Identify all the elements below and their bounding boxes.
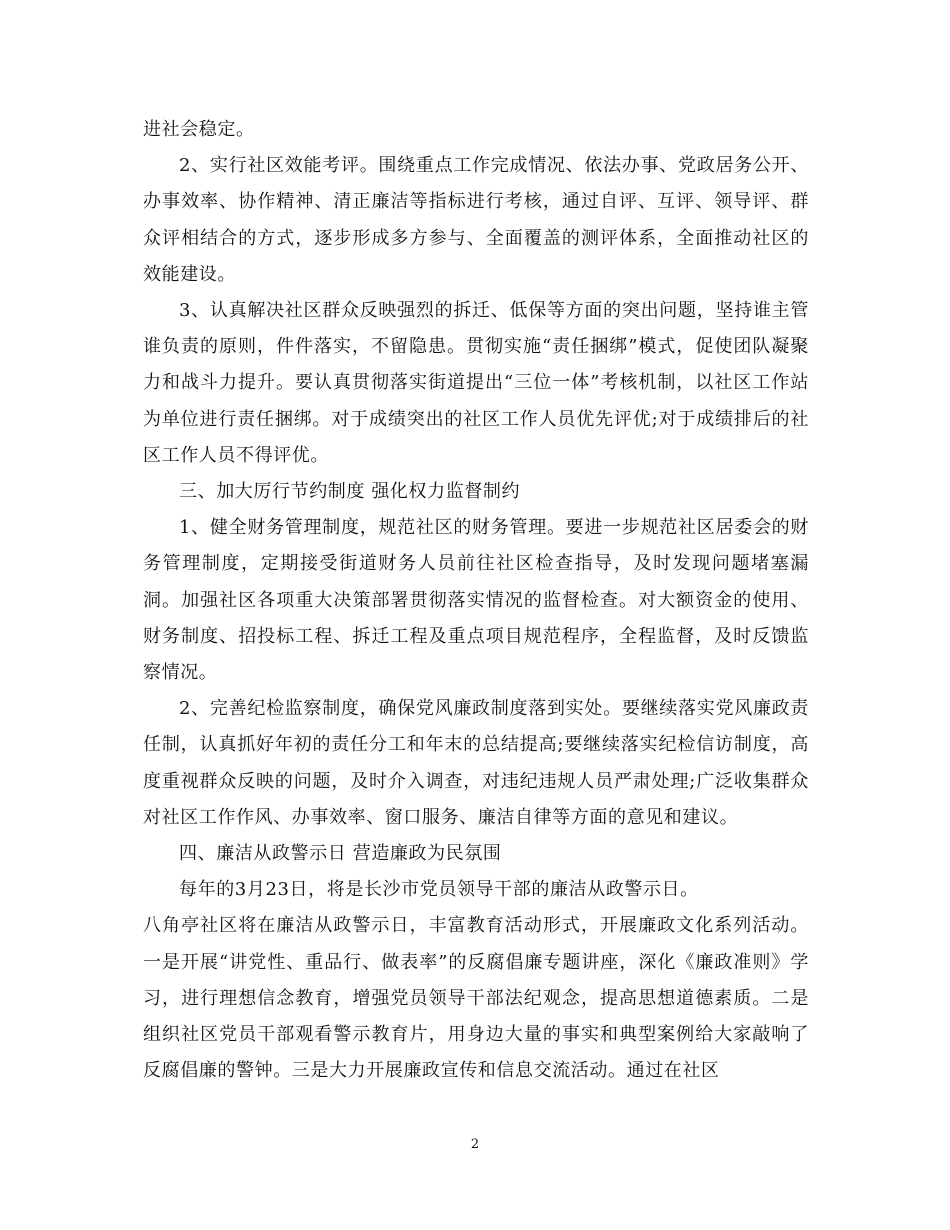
paragraph-resolve-issues: 3、认真解决社区群众反映强烈的拆迁、低保等方面的突出问题，坚持谁主管谁负责的原则，件件落实，不留隐患。贯彻实施“责任捆绑”模式，促使团队凝聚力和战斗力提升。要认真贯彻落实街道提出“三位一体”考核机制，以社区工作站为单位进行责任捆绑。对于成绩突出的社区工作人员优先评优;对于成绩排后的社区工作人员不得评优。 xyxy=(143,300,809,466)
page-number: 2 xyxy=(470,1137,480,1152)
paragraph-warning-day: 每年的3月23日，将是长沙市党员领导干部的廉洁从政警示日。 xyxy=(179,879,699,901)
section-heading-four: 四、廉洁从政警示日 营造廉政为民氛围 xyxy=(179,843,502,865)
section-heading-three: 三、加大厉行节约制度 强化权力监督制约 xyxy=(179,481,521,503)
paragraph-financial-management: 1、健全财务管理制度，规范社区的财务管理。要进一步规范社区居委会的财务管理制度，定期接受街道财务人员前往社区检查指导，及时发现问题堵塞漏洞。加强社区各项重大决策部署贯彻落实情况的监督检查。对大额资金的使用、财务制度、招投标工程、拆迁工程及重点项目规范程序，全程监督，及时反馈监察情况。 xyxy=(143,517,809,684)
paragraph-continuation: 进社会稳定。 xyxy=(143,119,255,140)
paragraph-efficiency-evaluation: 2、实行社区效能考评。围绕重点工作完成情况、依法办事、党政居务公开、办事效率、协作精神、清正廉洁等指标进行考核，通过自评、互评、领导评、群众评相结合的方式，逐步形成多方参与、全面覆盖的测评体系，全面推动社区的效能建设。 xyxy=(143,155,809,285)
paragraph-community-activities: 八角亭社区将在廉洁从政警示日，丰富教育活动形式，开展廉政文化系列活动。一是开展“讲党性、重品行、做表率”的反腐倡廉专题讲座，深化《廉政准则》学习，进行理想信念教育，增强党员领导干部法纪观念，提高思想道德素质。二是组织社区党员干部观看警示教育片，用身边大量的事实和典型案例给大家敲响了反腐倡廉的警钟。三是大力开展廉政宣传和信息交流活动。通过在社区 xyxy=(143,915,809,1082)
document-body xyxy=(143,112,809,1089)
paragraph-discipline-inspection: 2、完善纪检监察制度，确保党风廉政制度落到实处。要继续落实党风廉政责任制，认真抓好年初的责任分工和年末的总结提高;要继续落实纪检信访制度，高度重视群众反映的问题，及时介入调查，对违纪违规人员严肃处理;广泛收集群众对社区工作作风、办事效率、窗口服务、廉洁自律等方面的意见和建议。 xyxy=(143,698,809,828)
